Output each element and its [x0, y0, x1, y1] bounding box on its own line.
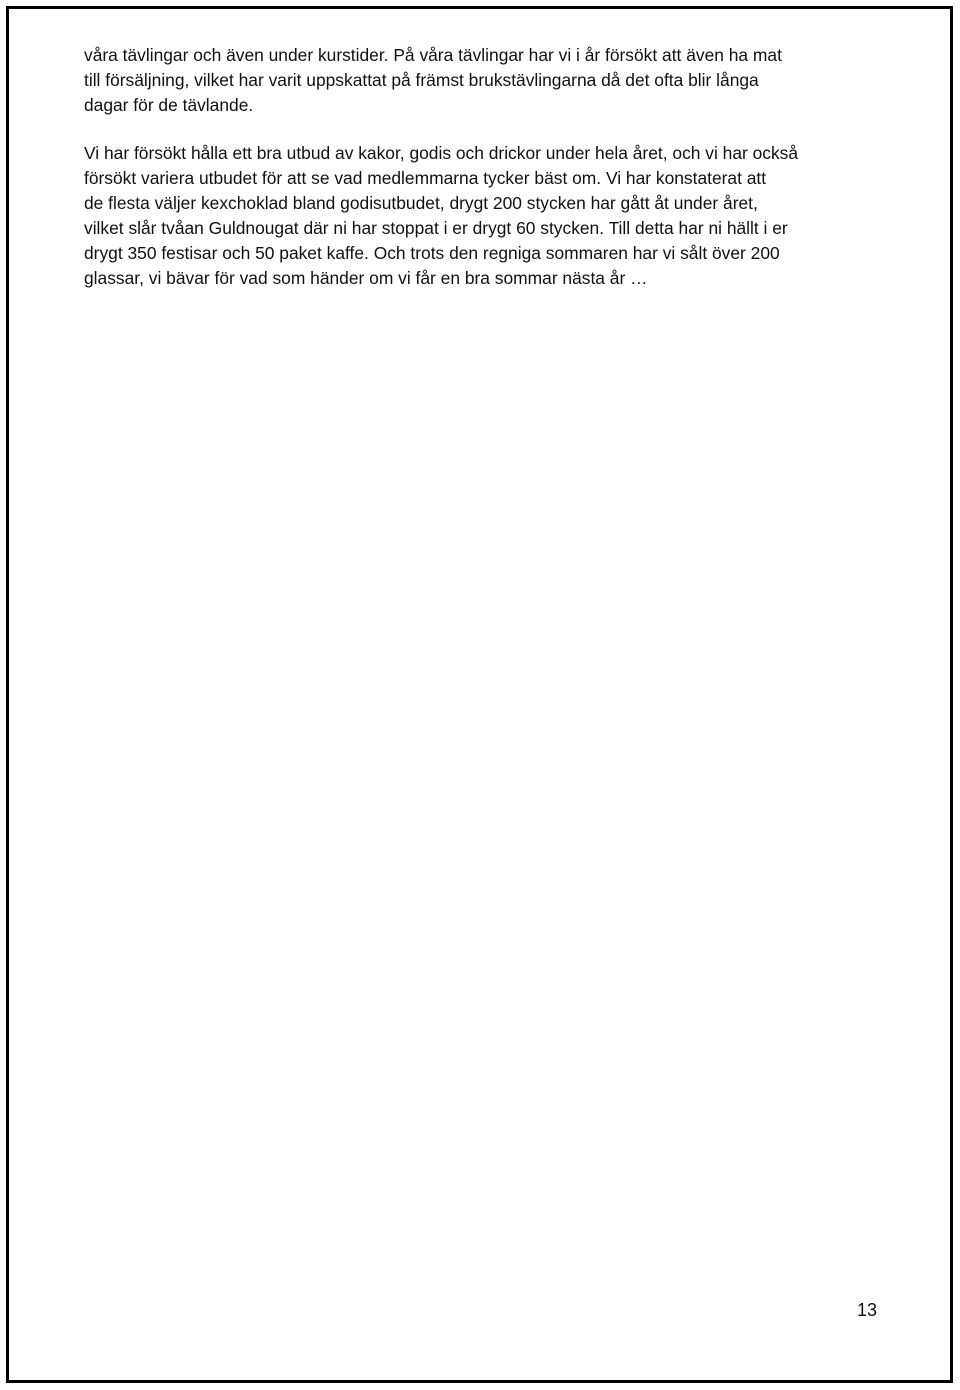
text-line: vilket slår tvåan Guldnougat där ni har stoppat i er drygt 60 stycken. Till detta har ni hällt i er: [84, 218, 788, 238]
text-line: de flesta väljer kexchoklad bland godisutbudet, drygt 200 stycken har gått åt under året,: [84, 193, 758, 213]
text-line: drygt 350 festisar och 50 paket kaffe. Och trots den regniga sommaren har vi sålt över 200: [84, 243, 780, 263]
text-line: våra tävlingar och även under kurstider. På våra tävlingar har vi i år försökt att även ha mat: [84, 45, 782, 65]
paragraph-2: [84, 141, 884, 291]
text-line: Vi har försökt hålla ett bra utbud av kakor, godis och drickor under hela året, och vi har också: [84, 143, 799, 163]
text-line: dagar för de tävlande.: [84, 95, 254, 115]
paragraph-1: [84, 43, 884, 118]
document-body: [84, 43, 884, 291]
text-line: glassar, vi bävar för vad som händer om vi får en bra sommar nästa år …: [84, 268, 648, 288]
page-number: 13: [856, 1300, 877, 1320]
text-line: försökt variera utbudet för att se vad medlemmarna tycker bäst om. Vi har konstaterat att: [84, 168, 767, 188]
text-line: till försäljning, vilket har varit uppskattat på främst brukstävlingarna då det ofta blir långa: [84, 70, 759, 90]
